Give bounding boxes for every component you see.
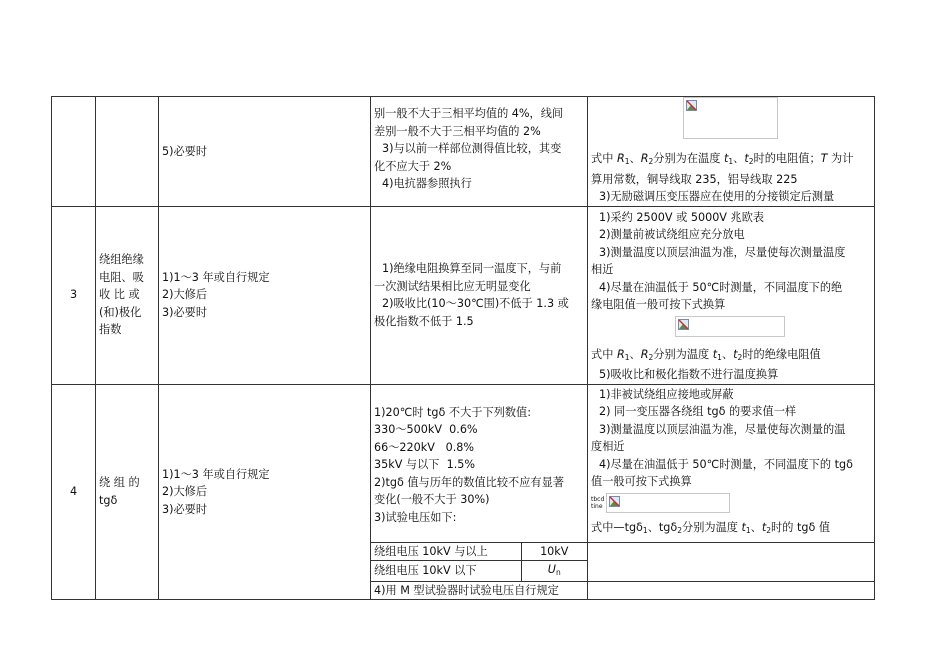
notes-empty-cell xyxy=(588,581,875,600)
note-text: 为计 xyxy=(827,152,854,165)
var-t: t xyxy=(741,520,746,534)
subscript: 1 xyxy=(642,525,648,535)
test-period xyxy=(159,384,371,600)
note-line: 4)尽量在油温低于 50℃时测量，不同温度下的绝 xyxy=(599,280,843,294)
requirement-line: 2)tgδ 值与历年的数值比较不应有显著 xyxy=(374,475,564,489)
formula-image xyxy=(683,97,778,139)
requirement-line: 4)电抗器参照执行 xyxy=(382,177,472,190)
requirement-line: 35kV 与以下 1.5% xyxy=(374,458,476,472)
var-r: R xyxy=(640,152,649,165)
broken-image-icon xyxy=(609,496,620,507)
test-voltage xyxy=(521,560,587,581)
period-line: 2)大修后 xyxy=(162,288,208,302)
requirement-cell xyxy=(371,97,588,207)
subscript: 1 xyxy=(745,525,751,535)
requirement-cell xyxy=(371,384,588,542)
var-t: t xyxy=(733,347,738,361)
voltage-table xyxy=(371,543,587,581)
note-line: 式中—tgδ$_1$、tgδ$_2$分别为温度 $t_1$、$t_2$时的 tgδ 值 xyxy=(591,520,831,535)
test-period xyxy=(159,97,371,207)
voltage-row xyxy=(371,543,587,561)
subscript: 1 xyxy=(624,157,630,166)
item-line: 收 比 或 xyxy=(99,288,140,302)
note-text: 时的电阻值； xyxy=(753,152,821,165)
table-row xyxy=(52,206,875,384)
var-t: t xyxy=(744,152,749,165)
note-line: 3)测量温度以顶层油温为准，尽量使每次测量温度 xyxy=(599,245,846,259)
requirement-line: 差别一般不大于三相平均值的 2% xyxy=(374,124,541,138)
note-line: 3)无励磁调压变压器应在使用的分接锁定后测量 xyxy=(599,190,835,203)
subscript: 2 xyxy=(677,525,682,535)
note-line: 5)吸收比和极化指数不进行温度换算 xyxy=(599,368,779,381)
row-number: 4 xyxy=(52,384,96,600)
requirement-line: 66～220kV 0.8% xyxy=(374,440,474,454)
note-text: 时的 tgδ 值 xyxy=(771,520,831,534)
subscript: 1 xyxy=(717,352,722,362)
test-period xyxy=(159,206,371,384)
notes-cell xyxy=(588,206,875,384)
note-line: 式中 $R_1$、$R_2$分别为温度 $t_1$、$t_2$时的绝缘电阻值 xyxy=(591,347,821,362)
period-line: 1)1～3 年或自行规定 xyxy=(162,270,270,284)
requirement-line: 1)绝缘电阻换算至同一温度下，与前 xyxy=(382,262,562,275)
requirement-cell xyxy=(371,206,588,384)
formula-label xyxy=(591,496,604,510)
test-item xyxy=(96,97,159,207)
note-line: 度相近 xyxy=(591,440,625,453)
note-text: 式中—tgδ xyxy=(591,520,643,534)
table-row xyxy=(52,97,875,207)
row-number: 3 xyxy=(52,206,96,384)
period-line: 2)大修后 xyxy=(162,485,208,498)
item-line: 电阻、吸 xyxy=(99,270,144,284)
note-line: 算用常数，铜导线取 235，铝导线取 225 xyxy=(591,172,798,186)
subscript: 1 xyxy=(624,352,630,362)
note-line: 缘电阻值一般可按下式换算 xyxy=(591,298,726,311)
notes-empty-cell xyxy=(588,542,875,581)
period-line: 1)1～3 年或自行规定 xyxy=(162,467,270,481)
subscript: 2 xyxy=(648,352,654,362)
test-voltage: 10kV xyxy=(521,543,587,561)
voltage-row xyxy=(371,560,587,581)
note-text: 分别为温度 xyxy=(682,520,742,534)
var-u: U xyxy=(547,562,556,576)
item-line: 绕 组 的 xyxy=(99,476,140,490)
broken-image-icon xyxy=(678,319,689,330)
test-standard-table xyxy=(51,96,875,600)
note-line: 式中 $R_1$、$R_2$分别为在温度 $t_1$、$t_2$时的电阻值；T 为计 xyxy=(591,152,854,166)
period-line: 3)必要时 xyxy=(162,502,208,516)
note-text: 分别为温度 xyxy=(653,347,713,361)
test-item xyxy=(96,384,159,600)
note-text: 、tgδ xyxy=(647,520,678,534)
notes-cell xyxy=(588,384,875,542)
subscript: 1 xyxy=(728,157,734,166)
var-t: t xyxy=(712,347,718,361)
note-text: 式中 xyxy=(591,152,617,165)
note-line: 2)测量前被试绕组应充分放电 xyxy=(599,228,745,241)
var-r: R xyxy=(616,347,625,361)
requirement-line: 极化指数不低于 1.5 xyxy=(374,314,474,328)
winding-voltage: 绕组电压 10kV 以下 xyxy=(371,560,521,581)
winding-voltage: 绕组电压 10kV 与以上 xyxy=(374,544,488,558)
var-r: R xyxy=(616,152,625,165)
period-line: 5)必要时 xyxy=(162,145,208,158)
notes-cell xyxy=(588,97,875,207)
var-t: t xyxy=(723,152,729,165)
requirement-line: 1)20℃时 tgδ 不大于下列数值: xyxy=(374,405,531,419)
requirement-last: 4)用 M 型试验器时试验电压自行规定 xyxy=(371,581,588,600)
requirement-line: 变化(一般不大于 30%) xyxy=(374,493,490,507)
note-text: 时的绝缘电阻值 xyxy=(742,347,821,361)
note-line: 4)尽量在油温低于 50℃时测量，不同温度下的 tgδ xyxy=(599,457,853,471)
formula-image xyxy=(606,493,730,513)
note-line: 3)测量温度以顶层油温为准，尽量使每次测量的温 xyxy=(599,422,846,436)
item-line: 绕组绝缘 xyxy=(99,253,144,267)
formula-image xyxy=(675,316,785,337)
requirement-line: 一次测试结果相比应无明显变化 xyxy=(374,279,531,293)
note-line: 值一般可按下式换算 xyxy=(591,475,692,488)
var-t: t xyxy=(761,520,767,534)
requirement-line: 2)吸收比(10～30℃围)不低于 1.3 或 xyxy=(382,297,569,310)
item-line: (和)极化 xyxy=(99,305,142,319)
note-line: 1)非被试绕组应接地或屏蔽 xyxy=(599,387,734,401)
note-text: 式中 xyxy=(591,347,617,361)
voltage-table-cell xyxy=(371,542,588,581)
requirement-line: 3)与以前一样部位测得值比较，其变 xyxy=(382,142,562,155)
subscript: 2 xyxy=(737,352,743,362)
subscript: 2 xyxy=(748,157,754,166)
formula-label-bottom: tine xyxy=(591,502,603,510)
note-line: 相近 xyxy=(591,263,614,276)
test-item xyxy=(96,206,159,384)
requirement-line: 3)试验电压如下: xyxy=(374,510,457,524)
item-line: 指数 xyxy=(99,323,122,337)
var-r: R xyxy=(640,347,649,361)
table-row xyxy=(52,384,875,542)
requirement-line: 330～500kV 0.6% xyxy=(374,423,478,437)
note-line: 1)采约 2500V 或 5000V 兆欧表 xyxy=(599,210,765,224)
subscript: n xyxy=(555,567,561,577)
item-line: tgδ xyxy=(99,493,118,507)
requirement-line: 化不应大于 2% xyxy=(374,159,452,173)
formula-label-top: tbcd xyxy=(591,495,605,503)
subscript: 2 xyxy=(766,525,772,535)
subscript: 2 xyxy=(648,157,654,166)
row-number xyxy=(52,97,96,207)
note-text: 分别为在温度 xyxy=(653,152,724,165)
note-line: 2) 同一变压器各绕组 tgδ 的要求值一样 xyxy=(599,405,797,418)
var-T: T xyxy=(820,152,828,165)
broken-image-icon xyxy=(686,100,697,111)
formula-block xyxy=(591,493,871,513)
period-line: 3)必要时 xyxy=(162,305,208,319)
requirement-line: 别一般不大于三相平均值的 4%，线间 xyxy=(374,107,564,120)
